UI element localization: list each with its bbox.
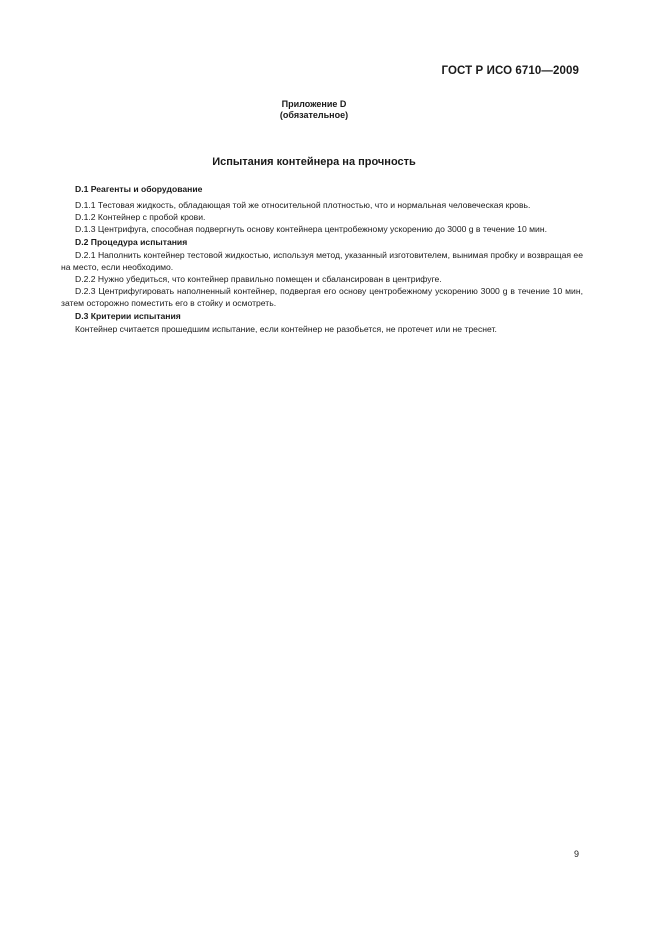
paragraph-d2-1: D.2.1 Наполнить контейнер тестовой жидкостью, используя метод, указанный изготовителем, вынимая пробку и возвращая ее на место, если необходимо. <box>61 249 583 272</box>
section-heading-d2: D.2 Процедура испытания <box>75 236 188 247</box>
paragraph-d1-1: D.1.1 Тестовая жидкость, обладающая той же относительной плотностью, что и нормальная человеческая кровь. <box>75 200 531 210</box>
annex-body <box>61 183 583 335</box>
section-heading-d1: D.1 Реагенты и оборудование <box>75 184 203 194</box>
annex-title: Испытания контейнера на прочность <box>212 156 416 168</box>
annex-status: (обязательное) <box>279 110 349 120</box>
paragraph-d2-2: D.2.2 Нужно убедиться, что контейнер правильно помещен и сбалансирован в центрифуге. <box>75 274 442 285</box>
annex-label: Приложение D <box>281 99 347 109</box>
paragraph-d1-3: D.1.3 Центрифуга, способная подвергнуть основу контейнера центробежному ускорению до 3000 g в течение 10 мин. <box>75 224 547 235</box>
annex-heading <box>0 99 628 121</box>
paragraph-d3-1: Контейнер считается прошедшим испытание, если контейнер не разобьется, не протечет или не треснет. <box>75 323 497 334</box>
paragraph-d2-3: D.2.3 Центрифугировать наполненный контейнер, подвергая его основу центробежному ускорению 3000 g в течение 10 мин, затем осторожно поместить его в стойку и осмотреть. <box>61 286 583 309</box>
page-number: 9 <box>573 849 579 859</box>
paragraph-d1-2: D.1.2 Контейнер с пробой крови. <box>75 212 206 223</box>
section-heading-d3: D.3 Критерии испытания <box>75 310 181 321</box>
document-code: ГОСТ Р ИСО 6710—2009 <box>441 65 579 77</box>
